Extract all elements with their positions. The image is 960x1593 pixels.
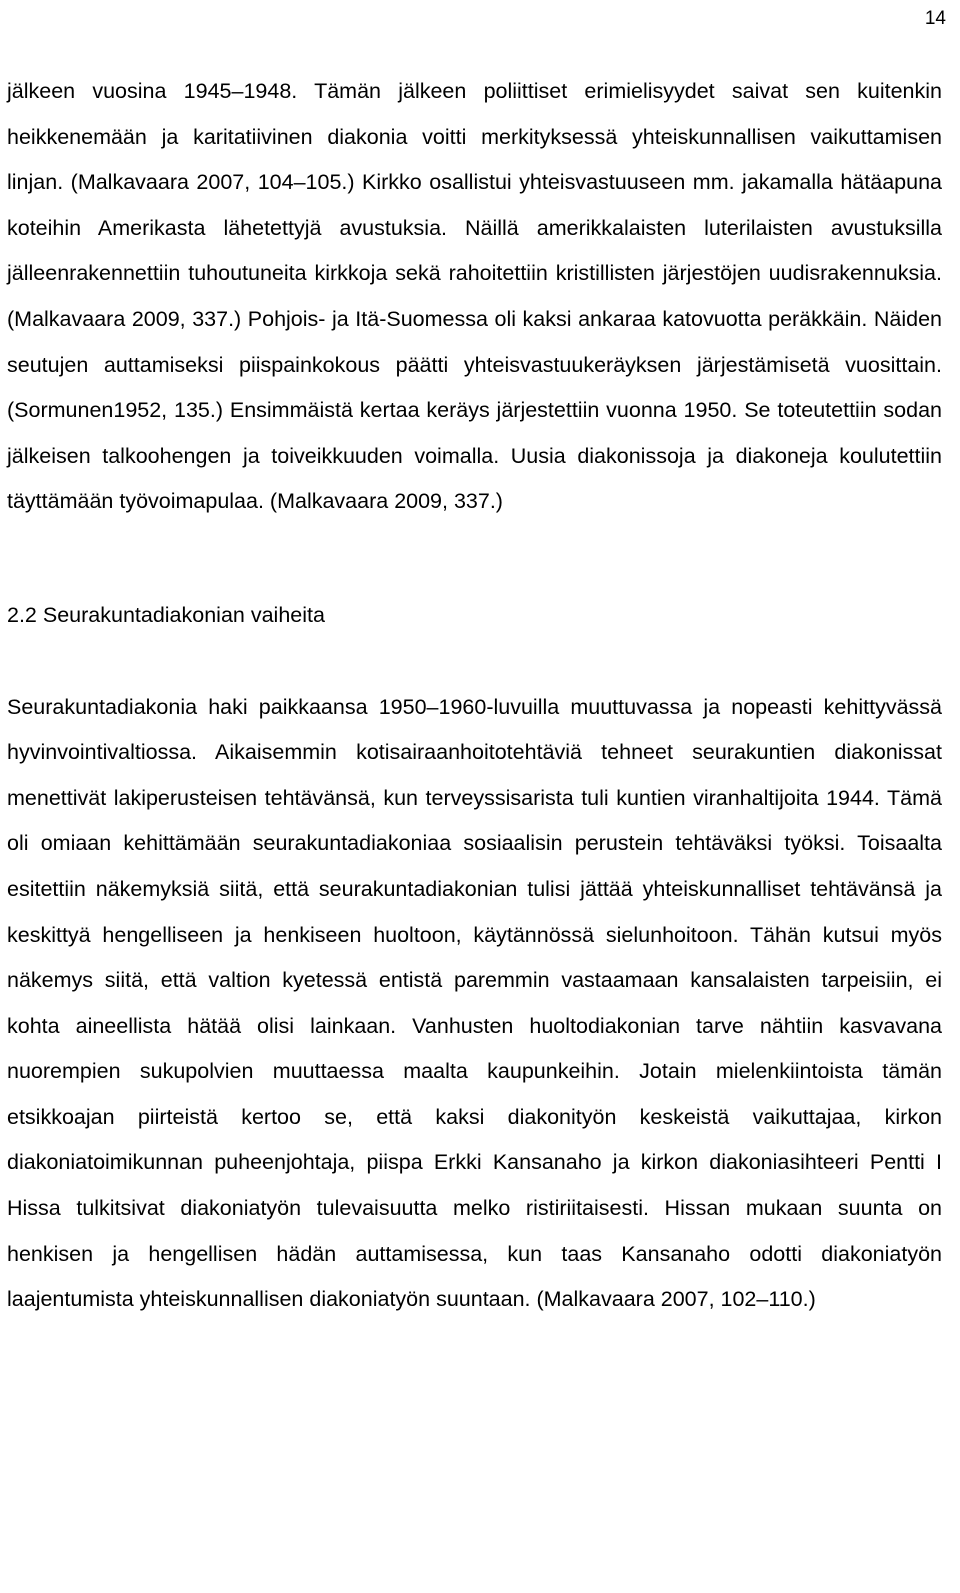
paragraph-1: jälkeen vuosina 1945–1948. Tämän jälkeen poliittiset erimielisyydet saivat sen kuitenkin heikkenemään ja karitatiivinen diakonia voitti merkityksessä yhteiskunnallisen vaikuttamisen linjan. (Malkavaara 2007, 104–105.) Kirkko osallistui yhteisvastuuseen mm. jakamalla hätäapuna koteihin Amerikasta lähetettyjä avustuksia. Näillä amerikkalaisten luterilaisten avustuksilla jälleenrakennettiin tuhoutuneita kirkkoja sekä rahoitettiin kristillisten järjestöjen uudisrakennuksia. (Malkavaara 2009, 337.) Pohjois- ja Itä-Suomessa oli kaksi ankaraa katovuotta peräkkäin. Näiden seutujen auttamiseksi piispainkokous päätti yhteisvastuukeräyksen järjestämisetä vuosittain. (Sormunen1952, 135.) Ensimmäistä kertaa keräys järjestettiin vuonna 1950. Se toteutettiin sodan jälkeisen talkoohengen ja toiveikkuuden voimalla. Uusia diakonissoja ja diakoneja koulutettiin täyttämään työvoimapulaa. (Malkavaara 2009, 337.)	[7, 79, 942, 514]
document-body	[7, 69, 942, 1323]
section-heading: 2.2 Seurakuntadiakonian vaiheita	[7, 602, 325, 627]
section-heading-wrap	[7, 593, 942, 639]
paragraph-2: Seurakuntadiakonia haki paikkaansa 1950–1960-luvuilla muuttuvassa ja nopeasti kehittyvässä hyvinvointivaltiossa. Aikaisemmin kotisairaanhoitotehtäviä tehneet seurakuntien diakonissat menettivät lakiperusteisen tehtävänsä, kun terveyssisarista tuli kuntien viranhaltijoita 1944. Tämä oli omiaan kehittämään seurakuntadiakoniaa sosiaalisin perustein tehtäväksi työksi. Toisaalta esitettiin näkemyksiä siitä, että seurakuntadiakonian tulisi jättää yhteiskunnalliset tehtävänsä ja keskittyä hengelliseen ja henkiseen huoltoon, käytännössä sielunhoitoon. Tähän kutsui myös näkemys siitä, että valtion kyetessä entistä paremmin vastaamaan kansalaisten tarpeisiin, ei kohta aineellista hätää olisi lainkaan. Vanhusten huoltodiakonian tarve nähtiin kasvavana nuorempien sukupolvien muuttaessa maalta kaupunkeihin. Jotain mielenkiintoista tämän etsikkoajan piirteistä kertoo se, että kaksi diakonityön keskeistä vaikuttajaa, kirkon diakoniatoimikunnan puheenjohtaja, piispa Erkki Kansanaho ja kirkon diakoniasihteeri Pentti I Hissa tulkitsivat diakoniatyön tulevaisuutta melko ristiriitaisesti. Hissan mukaan suunta on henkisen ja hengellisen hädän auttamisessa, kun taas Kansanaho odotti diakoniatyön laajentumista yhteiskunnallisen diakoniatyön suuntaan. (Malkavaara 2007, 102–110.)	[7, 694, 942, 1312]
page-number: 14	[924, 8, 946, 29]
